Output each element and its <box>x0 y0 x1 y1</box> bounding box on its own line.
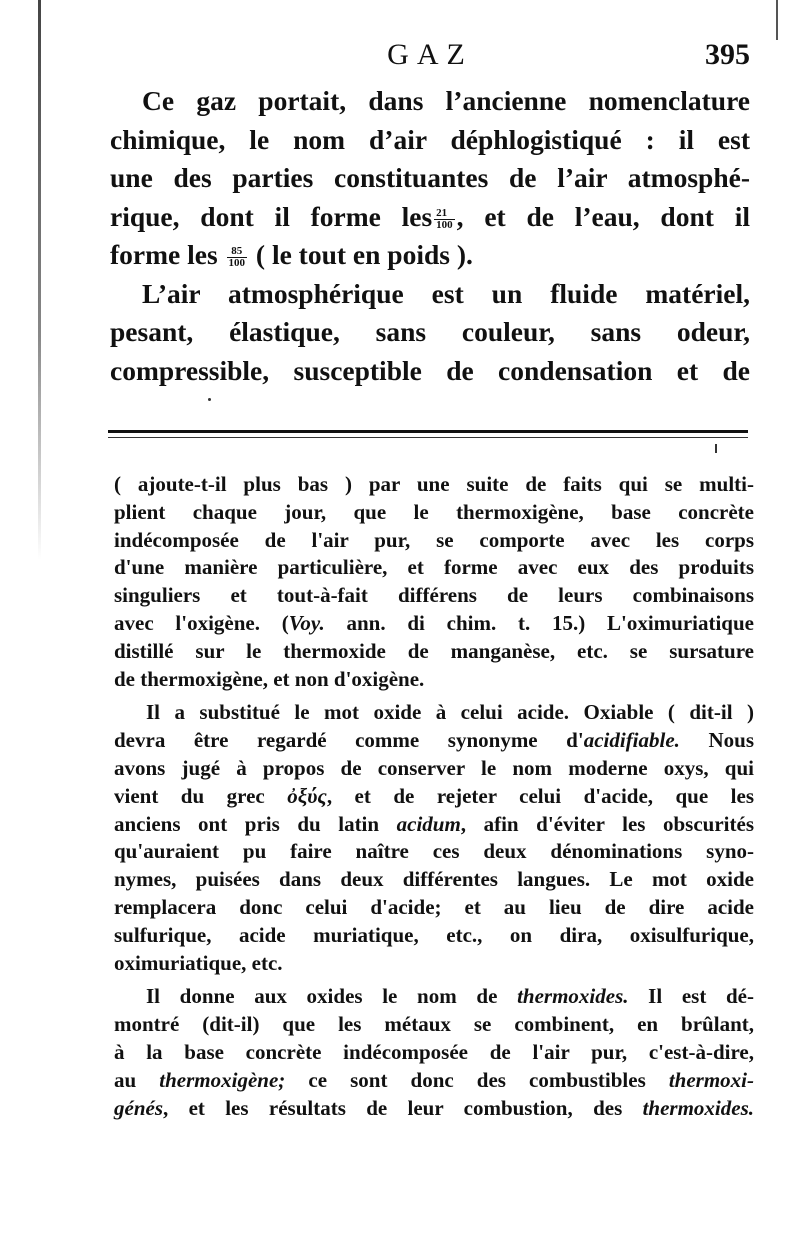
footnote-separator-rule <box>108 430 748 433</box>
page-edge-mark <box>776 0 778 40</box>
note-line <box>114 610 754 638</box>
note-text-fragment: Nous <box>708 728 755 753</box>
main-text-fragment: ( le tout en poids ). <box>255 239 473 270</box>
note-italic-fragment: acidifiable. <box>583 728 680 753</box>
footnote-text <box>114 471 754 1122</box>
main-text-fragment: forme les <box>110 239 218 270</box>
note-italic-fragment: Voy. <box>288 610 325 635</box>
note-line: sulfurique, acide muriatique, etc., on dira, oxisulfurique, <box>114 922 754 947</box>
note-italic-fragment: acidum <box>396 811 461 836</box>
fraction-denominator: 100 <box>228 257 246 270</box>
note-italic-fragment: thermoxides. <box>517 984 629 1009</box>
page-binding-edge <box>38 0 41 560</box>
note-line: avons jugé à propos de conserver le nom moderne oxys, qui <box>114 755 754 780</box>
main-line <box>110 198 750 237</box>
note-text-fragment: , et de rejeter celui d'acide, que les <box>326 783 754 808</box>
note-text-fragment: , et les résultats de leur combustion, des <box>163 1095 623 1120</box>
note-line: à la base concrète indécomposée de l'air pur, c'est-à-dire, <box>114 1039 754 1064</box>
ink-speck <box>208 398 211 401</box>
note-text-fragment: au <box>114 1067 137 1092</box>
note-line: indécomposée de l'air pur, se comporte avec les corps <box>114 527 754 552</box>
note-text-fragment: vient du grec <box>114 783 265 808</box>
running-header <box>110 38 750 78</box>
note-line: qu'auraient pu faire naître ces deux dénominations syno- <box>114 839 754 864</box>
fraction-numerator: 21 <box>434 208 455 220</box>
main-text-fragment: rique, dont il forme les <box>110 200 433 232</box>
main-text <box>110 82 750 390</box>
note-italic-fragment: génés <box>114 1095 163 1120</box>
note-line <box>114 727 754 755</box>
greek-word: ὀξύς <box>287 783 327 808</box>
main-line <box>110 236 750 275</box>
fraction-85-100 <box>227 246 248 269</box>
main-line: pesant, élastique, sans couleur, sans odeur, <box>110 316 750 347</box>
note-line: remplacera donc celui d'acide; et au lieu de dire acide <box>114 894 754 919</box>
fraction-denominator: 100 <box>436 218 453 231</box>
note-line: ( ajoute-t-il plus bas ) par une suite de faits qui se multi- <box>114 472 754 496</box>
fraction-21-100 <box>434 208 455 231</box>
note-line <box>114 983 754 1011</box>
running-title: GAZ <box>387 38 473 71</box>
fraction-numerator: 85 <box>227 246 248 258</box>
note-text-fragment: avec l'oxigène. ( <box>114 610 289 635</box>
footnote-separator-thin-rule <box>108 437 748 438</box>
note-line <box>114 811 754 839</box>
note-text-fragment: ann. di chim. t. 15.) L'oximuriatique <box>346 610 754 635</box>
note-line: distillé sur le thermoxide de manganèse, etc. se sursature <box>114 638 754 663</box>
note-line: montré (dit-il) que les métaux se combinent, en brûlant, <box>114 1012 754 1037</box>
note-line: plient chaque jour, que le thermoxigène, base concrète <box>114 499 754 524</box>
note-line: Il a substitué le mot oxide à celui acide. Oxiable ( dit-il ) <box>146 700 754 725</box>
main-line: chimique, le nom d’air déphlogistiqué : il est <box>110 123 750 155</box>
note-italic-fragment: thermoxi- <box>668 1067 755 1092</box>
note-line: d'une manière particulière, et forme avec eux des produits <box>114 555 754 580</box>
note-line <box>114 783 754 811</box>
note-line: nymes, puisées dans deux différentes langues. Le mot oxide <box>114 867 754 892</box>
page-number: 395 <box>705 38 750 71</box>
note-line: oximuriatique, etc. <box>114 950 283 975</box>
note-text-fragment: anciens ont pris du latin <box>114 811 380 836</box>
main-line: L’air atmosphérique est un fluide matériel, <box>142 277 750 309</box>
note-italic-fragment: thermoxigène; <box>159 1067 286 1092</box>
main-text-fragment: , et de l’eau, dont il <box>456 200 750 232</box>
note-line <box>114 1095 754 1123</box>
main-line: compressible, susceptible de condensation et de <box>110 354 750 386</box>
note-line: singuliers et tout-à-fait différens de leurs combinaisons <box>114 583 754 608</box>
note-text-fragment: Il donne aux oxides le nom de <box>146 984 498 1009</box>
note-italic-fragment: thermoxides. <box>642 1095 755 1120</box>
note-text-fragment: Il est dé- <box>648 984 754 1009</box>
note-line <box>114 1067 754 1095</box>
note-line: de thermoxigène, et non d'oxigène. <box>114 666 425 691</box>
main-line: une des parties constituantes de l’air atmosphé- <box>110 162 750 193</box>
main-line: Ce gaz portait, dans l’ancienne nomenclature <box>142 85 750 116</box>
ink-mark <box>715 444 717 453</box>
note-text-fragment: devra être regardé comme synonyme d' <box>114 728 584 753</box>
note-text-fragment: , afin d'éviter les obscurités <box>460 811 754 836</box>
note-text-fragment: ce sont donc des combustibles <box>308 1067 646 1092</box>
